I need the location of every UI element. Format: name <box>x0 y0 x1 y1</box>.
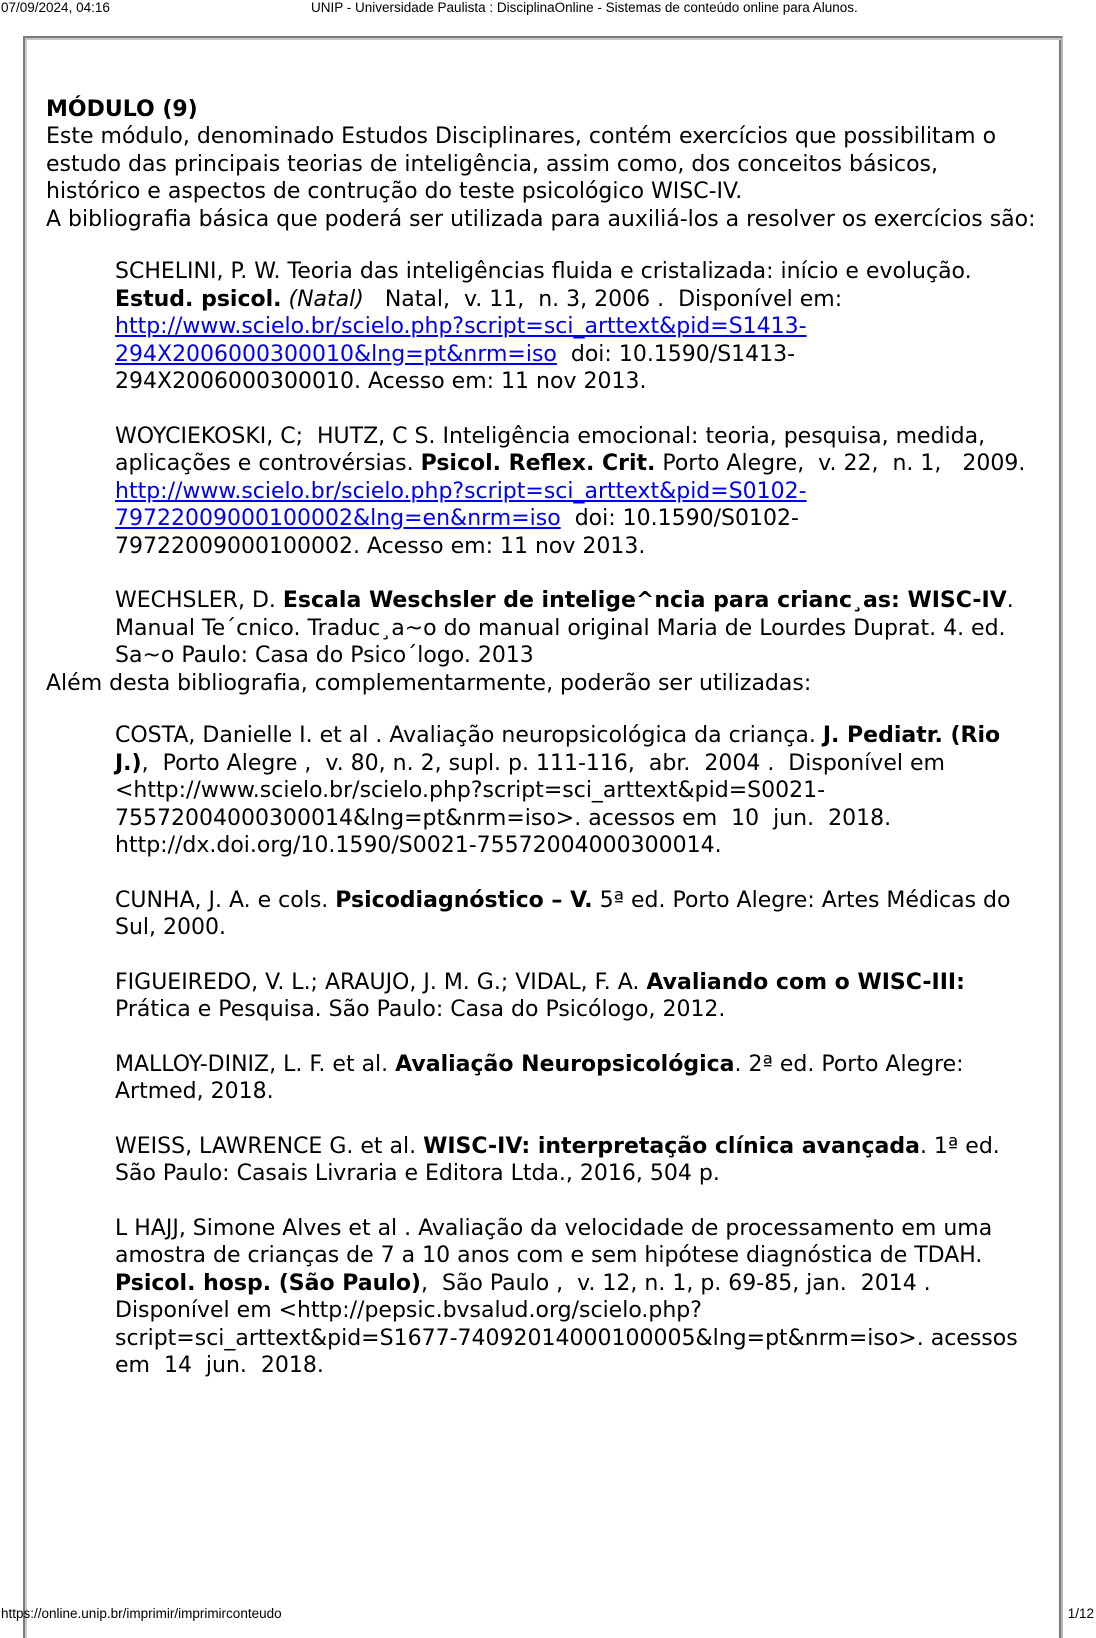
module-content <box>46 96 1040 1380</box>
reference-item: WECHSLER, D. Escala Weschsler de intelige^ncia para crianc¸as: WISC-IV. Manual Te´cnico. Traduc¸a~o do manual original Maria de Lourdes Duprat. 4. ed. Sa~o Paulo: Casa do Psico´logo. 2013 <box>115 588 1014 668</box>
basic-bibliography-list <box>46 258 1040 670</box>
reference-item: FIGUEIREDO, V. L.; ARAUJO, J. M. G.; VIDAL, F. A. Avaliando com o WISC-III: Prática e Pesquisa. São Paulo: Casa do Psicólogo, 2012. <box>115 969 965 1022</box>
reference-item: COSTA, Danielle I. et al . Avaliação neuropsicológica da criança. J. Pediatr. (Rio J.), Porto Alegre , v. 80, n. 2, supl. p. 111-116, abr. 2004 . Disponível em <http://www.scielo.br/scielo.php?script=sci_arttext&pid=S0021-75572004000300014&lng=pt&nrm=iso>. acessos em 10 jun. 2018. http://dx.doi.org/10.1590/S0021-75572004000300014. <box>115 723 1001 858</box>
print-footer <box>0 1606 1096 1624</box>
scielo-link[interactable]: http://www.scielo.br/scielo.php?script=sci_arttext&pid=S1413-294X2006000300010&lng=pt&nrm=iso <box>115 314 807 367</box>
print-page-title: UNIP - Universidade Paulista : DisciplinaOnline - Sistemas de conteúdo online para Alunos. <box>311 0 858 15</box>
print-datetime: 07/09/2024, 04:16 <box>1 0 110 15</box>
content-frame <box>23 36 1063 1638</box>
print-url: https://online.unip.br/imprimir/imprimirconteudo <box>1 1606 282 1621</box>
reference-item: L HAJJ, Simone Alves et al . Avaliação da velocidade de processamento em uma amostra de crianças de 7 a 10 anos com e sem hipótese diagnóstica de TDAH. Psicol. hosp. (São Paulo), São Paulo , v. 12, n. 1, p. 69-85, jan. 2014 . Disponível em <http://pepsic.bvsalud.org/scielo.php?script=sci_arttext&pid=S1677-74092014000100005&lng=pt&nrm=iso>. acessos em 14 jun. 2018. <box>115 1215 1025 1378</box>
module-intro: Este módulo, denominado Estudos Disciplinares, contém exercícios que possibilitam o estudo das principais teorias de inteligência, assim como, dos conceitos básicos, histórico e aspectos de contrução do teste psicológico WISC-IV. <box>46 124 997 204</box>
reference-item: SCHELINI, P. W. Teoria das inteligências fluida e cristalizada: início e evolução. Estud. psicol. (Natal) Natal, v. 11, n. 3, 2006 . Disponível em: http://www.scielo.br/scielo.php?script=sci_arttext&pid=S1413-294X2006000300010&lng=pt&nrm=iso doi: 10.1590/S1413-294X2006000300010. Acesso em: 11 nov 2013. <box>115 259 972 394</box>
reference-item: MALLOY-DINIZ, L. F. et al. Avaliação Neuropsicológica. 2ª ed. Porto Alegre: Artmed, 2018. <box>115 1051 964 1104</box>
reference-item: CUNHA, J. A. e cols. Psicodiagnóstico – V. 5ª ed. Porto Alegre: Artes Médicas do Sul, 2000. <box>115 887 1011 940</box>
reference-item: WOYCIEKOSKI, C; HUTZ, C S. Inteligência emocional: teoria, pesquisa, medida, aplicações e controvérsias. Psicol. Reflex. Crit. Porto Alegre, v. 22, n. 1, 2009. http://www.scielo.br/scielo.php?script=sci_arttext&pid=S0102-79722009000100002&lng=en&nrm=iso doi: 10.1590/S0102-79722009000100002. Acesso em: 11 nov 2013. <box>115 423 1040 559</box>
page-number: 1/12 <box>1067 1606 1094 1621</box>
print-header <box>0 0 1096 20</box>
scielo-link[interactable]: http://www.scielo.br/scielo.php?script=sci_arttext&pid=S0102-79722009000100002&lng=en&nrm=iso <box>115 478 807 531</box>
module-heading: MÓDULO (9) <box>46 97 198 122</box>
basic-bibliography-intro: A bibliografia básica que poderá ser utilizada para auxiliá-los a resolver os exercícios são: <box>46 206 1036 232</box>
extra-bibliography-list <box>46 722 1036 1380</box>
extra-bibliography-intro: Além desta bibliografia, complementarmente, poderão ser utilizadas: <box>46 670 812 696</box>
reference-item: WEISS, LAWRENCE G. et al. WISC-IV: interpretação clínica avançada. 1ª ed. São Paulo: Casais Livraria e Editora Ltda., 2016, 504 p. <box>115 1133 1000 1186</box>
